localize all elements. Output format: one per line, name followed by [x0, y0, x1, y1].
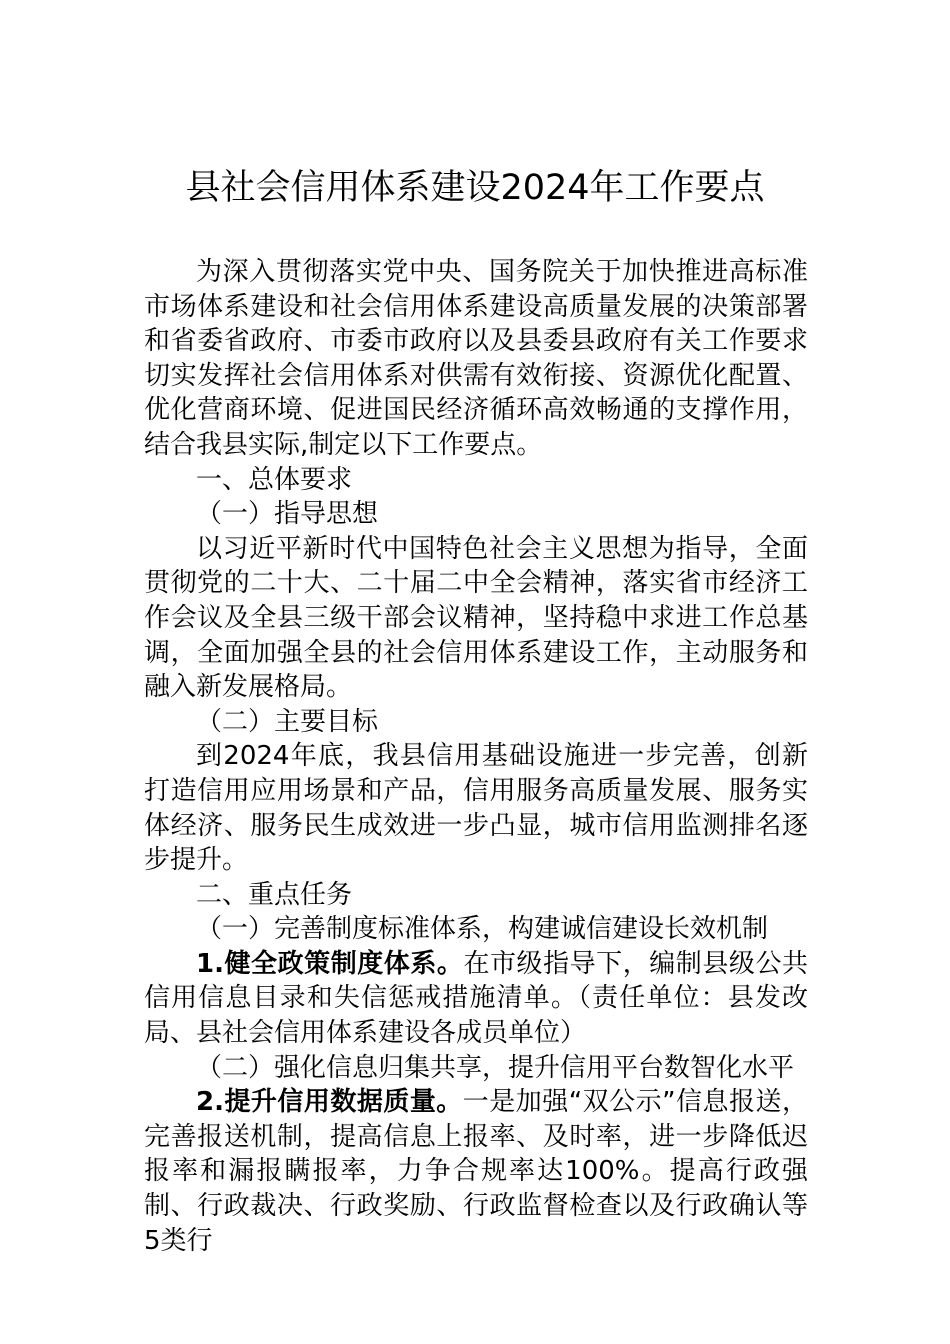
subsection-heading-institutional-system: （一）完善制度标准体系，构建诚信建设长效机制 [196, 914, 769, 945]
guiding-ideology-paragraph: 以习近平新时代中国特色社会主义思想为指导，全面贯彻党的二十大、二十届二中全会精神，落实省市经济工作会议及全县三级干部会议精神，坚持稳中求进工作总基调，全面加强全县的社会信用体系建设工作，主动服务和融入新发展格局。 [144, 533, 808, 703]
document-body [144, 255, 808, 1258]
subsection-heading-guiding-ideology: （一）指导思想 [196, 499, 379, 530]
section-heading-1: 一、总体要求 [196, 464, 353, 495]
document-title: 县社会信用体系建设2024年工作要点 [185, 168, 765, 208]
subsection-heading-information-sharing: （二）强化信息归集共享，提升信用平台数智化水平 [196, 1052, 795, 1083]
item-2-lead: 2.提升信用数据质量。 [196, 1087, 463, 1118]
item-2-text: 一是加强“双公示”信息报送，完善报送机制，提高信息上报率、及时率，进一步降低迟报率和漏报瞒报率，力争合规率达100%。提高行政强制、行政裁决、行政奖励、行政监督检查以及行政确认等5类行 [144, 1087, 808, 1256]
item-2-paragraph [144, 1085, 808, 1258]
subsection-heading-main-goals: （二）主要目标 [196, 706, 379, 737]
main-goals-paragraph: 到2024年底，我县信用基础设施进一步完善，创新打造信用应用场景和产品，信用服务高质量发展、服务实体经济、服务民生成效进一步凸显，城市信用监测排名逐步提升。 [144, 741, 808, 876]
item-1-paragraph [144, 947, 808, 1051]
item-1-text: 在市级指导下，编制县级公共信用信息目录和失信惩戒措施清单。（责任单位：县发改局、县社会信用体系建设各成员单位） [144, 948, 808, 1049]
item-1-lead: 1.健全政策制度体系。 [196, 948, 464, 979]
section-heading-2: 二、重点任务 [196, 879, 353, 910]
intro-paragraph: 为深入贯彻落实党中央、国务院关于加快推进高标准市场体系建设和社会信用体系建设高质量发展的决策部署和省委省政府、市委市政府以及县委县政府有关工作要求切实发挥社会信用体系对供需有效衔接、资源优化配置、优化营商环境、促进国民经济循环高效畅通的支撑作用，结合我县实际,制定以下工作要点。 [144, 257, 808, 460]
